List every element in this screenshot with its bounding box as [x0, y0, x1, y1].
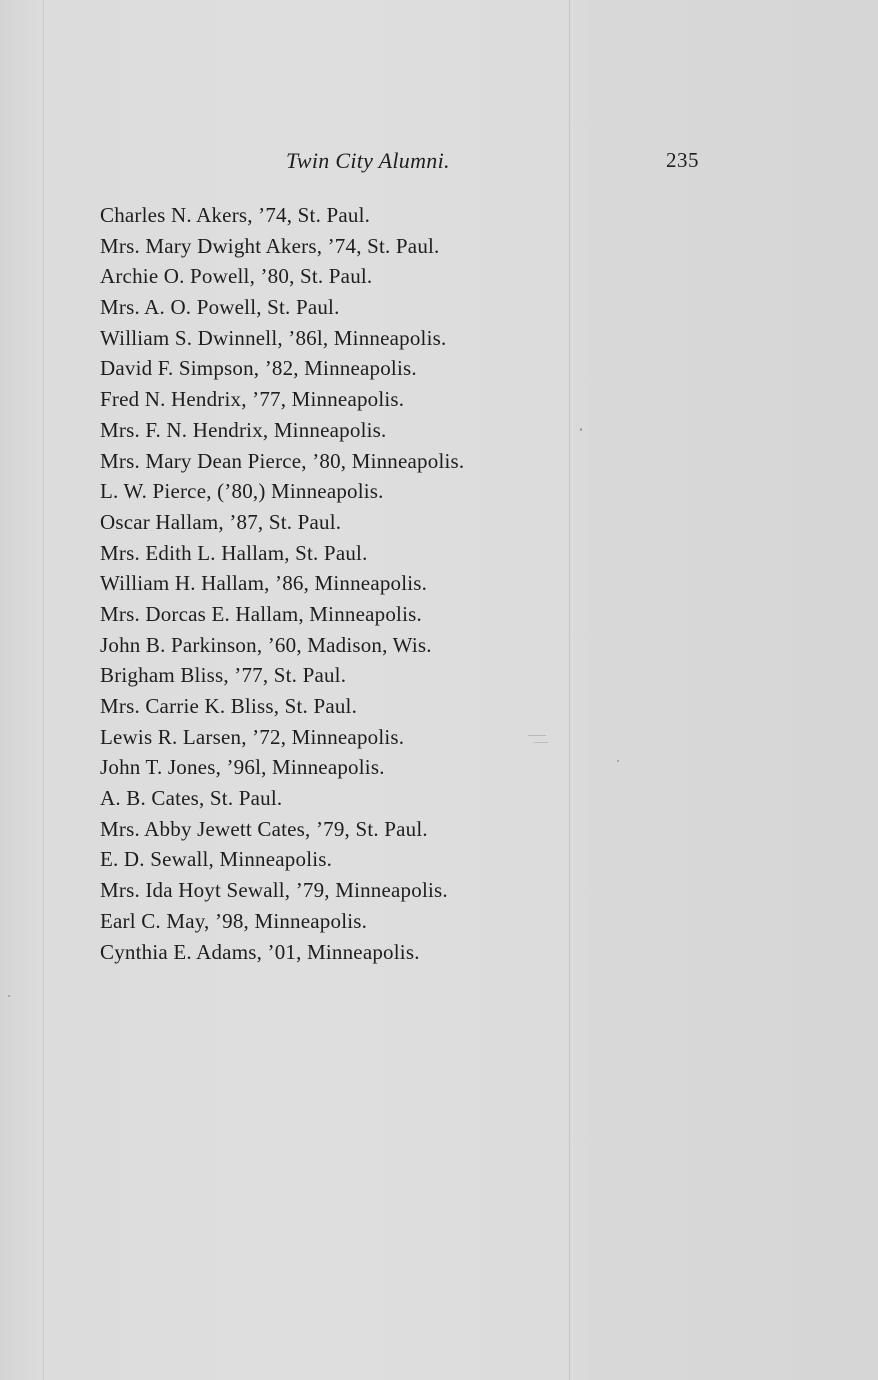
alumni-entry: John T. Jones, ’96l, Minneapolis.	[100, 755, 385, 780]
alumni-entry: Mrs. Abby Jewett Cates, ’79, St. Paul.	[100, 816, 428, 841]
paper-speck	[534, 742, 548, 743]
alumni-entry: Charles N. Akers, ’74, St. Paul.	[100, 203, 371, 227]
paper-speck	[617, 760, 619, 762]
alumni-entry: A. B. Cates, St. Paul.	[100, 786, 283, 811]
alumni-entry: Mrs. Mary Dean Pierce, ’80, Minneapolis.	[100, 448, 465, 473]
alumni-entry: Mrs. Dorcas E. Hallam, Minneapolis.	[100, 601, 422, 626]
paper-speck	[580, 428, 582, 431]
paper-speck	[8, 995, 10, 997]
alumni-entry: William H. Hallam, ’86, Minneapolis.	[100, 571, 428, 596]
alumni-entry: E. D. Sewall, Minneapolis.	[100, 847, 333, 872]
alumni-entry: Mrs. F. N. Hendrix, Minneapolis.	[100, 417, 387, 442]
paper-speck	[528, 735, 546, 736]
alumni-entry: Oscar Hallam, ’87, St. Paul.	[100, 509, 342, 534]
alumni-entry: William S. Dwinnell, ’86l, Minneapolis.	[100, 325, 447, 350]
alumni-entry: Mrs. Ida Hoyt Sewall, ’79, Minneapolis.	[100, 878, 448, 903]
running-title: Twin City Alumni.	[286, 148, 450, 173]
alumni-entry: Archie O. Powell, ’80, St. Paul.	[100, 264, 373, 289]
alumni-entry: Mrs. Carrie K. Bliss, St. Paul.	[100, 694, 358, 718]
alumni-entry: Brigham Bliss, ’77, St. Paul.	[100, 663, 347, 688]
alumni-entry: L. W. Pierce, (’80,) Minneapolis.	[100, 479, 384, 504]
alumni-entry: Mrs. Edith L. Hallam, St. Paul.	[100, 540, 368, 565]
left-page-edge	[43, 0, 44, 1380]
alumni-entry: Earl C. May, ’98, Minneapolis.	[100, 908, 368, 933]
page-number: 235	[666, 148, 699, 172]
alumni-entry: David F. Simpson, ’82, Minneapolis.	[100, 356, 417, 381]
alumni-entry: Fred N. Hendrix, ’77, Minneapolis.	[100, 387, 405, 412]
page-fold-line	[569, 0, 570, 1380]
alumni-entry: Mrs. A. O. Powell, St. Paul.	[100, 295, 340, 320]
alumni-entry: Mrs. Mary Dwight Akers, ’74, St. Paul.	[100, 233, 440, 258]
alumni-entry: John B. Parkinson, ’60, Madison, Wis.	[100, 632, 432, 657]
alumni-entry: Cynthia E. Adams, ’01, Minneapolis.	[100, 939, 420, 964]
alumni-entry: Lewis R. Larsen, ’72, Minneapolis.	[100, 724, 405, 749]
alumni-list	[100, 200, 464, 967]
